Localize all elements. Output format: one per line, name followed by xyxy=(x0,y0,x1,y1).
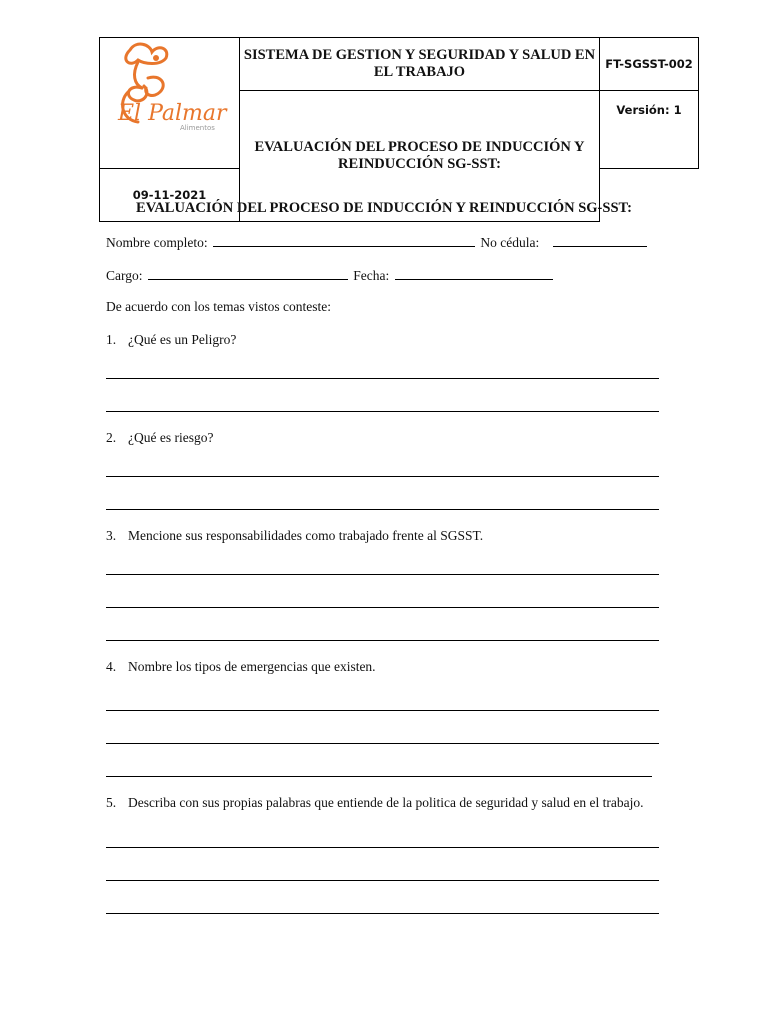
document-title: EVALUACIÓN DEL PROCESO DE INDUCCIÓN Y REINDUCCIÓN SG-SST: xyxy=(136,200,632,216)
id-field[interactable] xyxy=(553,234,647,247)
name-field[interactable] xyxy=(213,234,475,247)
form-title: EVALUACIÓN DEL PROCESO DE INDUCCIÓN Y REINDUCCIÓN SG-SST: xyxy=(240,91,600,222)
logo-tagline: Alimentos xyxy=(180,124,215,132)
date-field[interactable] xyxy=(395,267,553,280)
answer-line[interactable] xyxy=(106,913,659,914)
id-label: No cédula: xyxy=(480,235,540,250)
answer-line[interactable] xyxy=(106,378,659,379)
answer-line[interactable] xyxy=(106,509,659,510)
name-row xyxy=(106,234,649,251)
answer-line[interactable] xyxy=(106,776,652,777)
question-3: 3. Mencione sus responsabilidades como trabajado frente al SGSST. xyxy=(106,528,484,543)
form-code: FT-SGSST-002 xyxy=(600,38,699,91)
answer-line[interactable] xyxy=(106,847,659,848)
question-2: 2. ¿Qué es riesgo? xyxy=(106,430,214,445)
answer-line[interactable] xyxy=(106,411,659,412)
el-palmar-logo xyxy=(108,40,232,160)
date-label: Fecha: xyxy=(353,268,390,283)
name-label: Nombre completo: xyxy=(106,235,208,250)
logo-cell xyxy=(100,38,240,169)
system-title: SISTEMA DE GESTION Y SEGURIDAD Y SALUD EN EL TRABAJO xyxy=(240,38,600,91)
form-version: Versión: 1 xyxy=(600,91,699,169)
form-date: 09-11-2021 xyxy=(100,169,240,222)
position-row xyxy=(106,267,555,284)
question-5: 5. Describa con sus propias palabras que entiende de la politica de seguridad y salud en el trabajo. xyxy=(106,795,644,810)
question-1: 1. ¿Qué es un Peligro? xyxy=(106,332,237,347)
answer-line[interactable] xyxy=(106,476,659,477)
logo-text: El Palmar xyxy=(118,101,227,126)
answer-line[interactable] xyxy=(106,574,659,575)
answer-line[interactable] xyxy=(106,743,659,744)
question-4: 4. Nombre los tipos de emergencias que existen. xyxy=(106,659,376,674)
position-field[interactable] xyxy=(148,267,348,280)
document-header xyxy=(99,37,699,222)
instructions: De acuerdo con los temas vistos conteste: xyxy=(106,299,331,314)
position-label: Cargo: xyxy=(106,268,143,283)
answer-line[interactable] xyxy=(106,710,659,711)
answer-line[interactable] xyxy=(106,880,659,881)
answer-line[interactable] xyxy=(106,607,659,608)
answer-line[interactable] xyxy=(106,640,659,641)
